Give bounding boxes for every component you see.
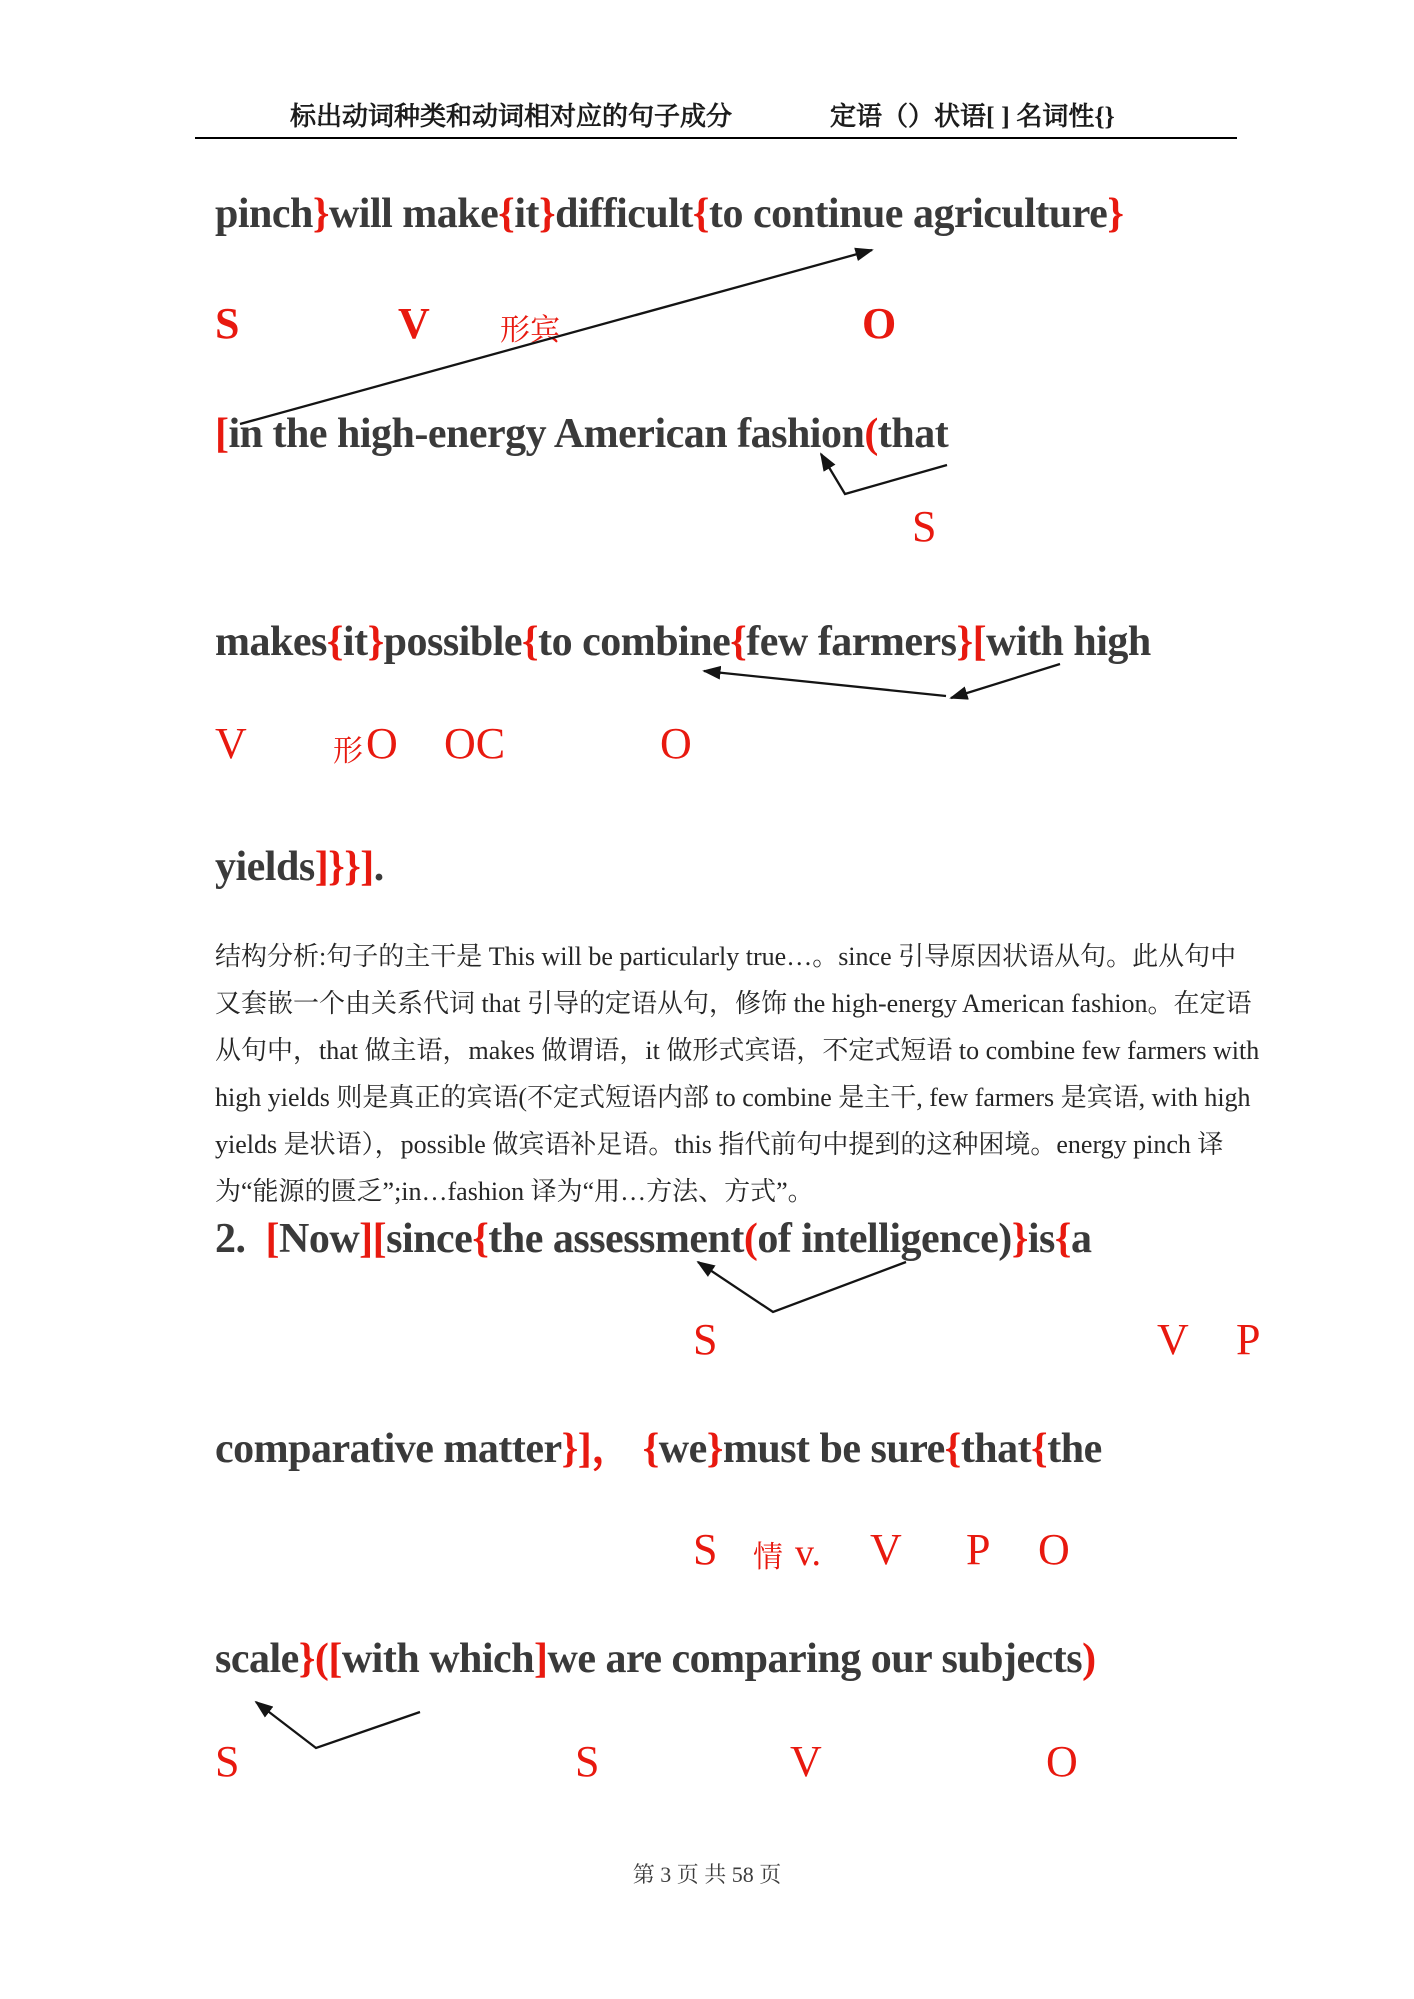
text-segment: { xyxy=(522,619,539,665)
analysis-line: 又套嵌一个由关系代词 that 引导的定语从句，修饰 the high-energy American fashion。在定语 xyxy=(215,989,1252,1018)
text-segment: Now xyxy=(279,1216,360,1262)
annotation-arrow xyxy=(704,671,946,696)
text-segment: the assessment xyxy=(488,1216,744,1262)
analysis-line: 为“能源的匮乏”;in…fashion 译为“用…方法、方式”。 xyxy=(215,1177,814,1206)
sentence-line xyxy=(215,1215,1091,1263)
text-segment: { xyxy=(944,1426,961,1472)
text-segment: . xyxy=(373,844,384,890)
text-segment: we are comparing our subjects xyxy=(547,1636,1083,1682)
analysis-line: high yields 则是真正的宾语(不定式短语内部 to combine 是主干, few farmers 是宾语, with high xyxy=(215,1083,1251,1112)
grammar-label-object: O xyxy=(862,299,897,348)
text-segment: 2. xyxy=(215,1216,266,1262)
text-segment: comparative matter xyxy=(215,1426,562,1472)
annotation-arrow xyxy=(821,454,947,494)
text-segment xyxy=(633,1426,643,1472)
text-segment: with which xyxy=(341,1636,535,1682)
text-segment: { xyxy=(642,1426,659,1472)
text-segment: } xyxy=(706,1426,723,1472)
text-segment: few farmers xyxy=(746,619,957,665)
sentence-line xyxy=(215,1425,1102,1473)
text-segment: of intelligence xyxy=(757,1216,999,1262)
grammar-label-subject: S xyxy=(693,1525,718,1574)
text-segment: } xyxy=(956,619,973,665)
grammar-label-subject: S xyxy=(215,299,240,348)
text-segment: { xyxy=(1031,1426,1048,1472)
grammar-label-object: O xyxy=(660,719,692,768)
text-segment: { xyxy=(692,191,709,237)
text-segment: a xyxy=(1070,1216,1092,1262)
grammar-label-verb: V xyxy=(215,719,247,768)
header-rule xyxy=(195,137,1237,139)
text-segment: [ xyxy=(972,619,987,665)
grammar-label-subject: S xyxy=(575,1737,600,1786)
text-segment: to continue agriculture xyxy=(708,191,1108,237)
sentence-line xyxy=(215,410,948,458)
text-segment: } xyxy=(1107,191,1124,237)
annotation-arrow xyxy=(951,664,1060,698)
text-segment: }] xyxy=(561,1426,592,1472)
grammar-label-object-complement: OC xyxy=(444,719,506,768)
grammar-label-predicative: P xyxy=(1236,1315,1261,1364)
text-segment: { xyxy=(1054,1216,1071,1262)
text-segment: ]}}] xyxy=(314,844,374,890)
analysis-line: yields 是状语），possible 做宾语补足语。this 指代前句中提到的这种困境。energy pinch 译 xyxy=(215,1130,1224,1159)
text-segment: [ xyxy=(265,1216,279,1262)
text-segment: ( xyxy=(864,411,878,457)
grammar-label-qing: 情 xyxy=(753,1541,783,1574)
text-segment: that xyxy=(960,1426,1032,1472)
header-left-title: 标出动词种类和动词相对应的句子成分 xyxy=(290,102,733,131)
text-segment: } xyxy=(539,191,556,237)
sentence-line xyxy=(215,1635,1096,1683)
annotation-arrow xyxy=(256,1702,420,1748)
grammar-label-xingbin: 形宾 xyxy=(500,314,560,347)
text-segment: ( xyxy=(743,1216,758,1262)
text-segment: that xyxy=(877,411,949,457)
text-segment: { xyxy=(472,1216,489,1262)
text-segment: in the high-energy American fashion xyxy=(228,411,865,457)
text-segment: since xyxy=(386,1216,473,1262)
text-segment: ) xyxy=(998,1216,1012,1262)
text-segment: } xyxy=(1011,1216,1028,1262)
text-segment: it xyxy=(514,191,539,237)
sentence-line xyxy=(215,843,384,891)
footer-page-number: 第 3 页 共 58 页 xyxy=(632,1862,782,1887)
grammar-label-subject: S xyxy=(693,1315,718,1364)
analysis-line: 从句中，that 做主语，makes 做谓语，it 做形式宾语，不定式短语 to combine few farmers with xyxy=(215,1036,1260,1065)
text-segment: scale xyxy=(215,1636,299,1682)
text-segment: } xyxy=(367,619,384,665)
text-segment: yields xyxy=(215,844,315,890)
text-segment: pinch xyxy=(215,191,313,237)
grammar-label-subject: S xyxy=(912,502,937,551)
grammar-label-predicative: P xyxy=(966,1525,991,1574)
text-segment: [ xyxy=(215,411,229,457)
text-segment: to combine xyxy=(538,619,731,665)
text-segment: must be sure xyxy=(722,1426,945,1472)
text-segment: ， xyxy=(591,1426,633,1472)
text-segment: the xyxy=(1047,1426,1102,1472)
grammar-label-modal-verb: v. xyxy=(795,1532,822,1574)
text-segment: it xyxy=(342,619,368,665)
grammar-label-object: O xyxy=(1046,1737,1078,1786)
text-segment: we xyxy=(658,1426,707,1472)
analysis-paragraph xyxy=(215,933,1260,1215)
grammar-label-verb: V xyxy=(1157,1315,1189,1364)
grammar-label-object: O xyxy=(1038,1525,1070,1574)
text-segment: { xyxy=(730,619,747,665)
sentence-line xyxy=(215,618,1151,666)
text-segment: possible xyxy=(383,619,523,665)
text-segment: will make xyxy=(328,191,499,237)
sentence-line xyxy=(215,190,1123,238)
grammar-label-subject: S xyxy=(215,1737,240,1786)
analysis-line: 结构分析:句子的主干是 This will be particularly true…。since 引导原因状语从句。此从句中 xyxy=(215,942,1237,971)
text-segment: } xyxy=(312,191,329,237)
annotation-arrow xyxy=(698,1262,906,1312)
text-segment: with high xyxy=(986,619,1151,665)
grammar-label-verb: V xyxy=(870,1525,902,1574)
text-segment: ][ xyxy=(359,1216,387,1262)
text-segment: is xyxy=(1027,1216,1055,1262)
text-segment: makes xyxy=(215,619,327,665)
grammar-label-verb: V xyxy=(790,1737,822,1786)
text-segment: { xyxy=(498,191,515,237)
text-segment: ) xyxy=(1082,1636,1096,1682)
text-segment: ] xyxy=(534,1636,548,1682)
grammar-label-object: O xyxy=(366,719,398,768)
text-segment: { xyxy=(326,619,343,665)
header-right-legend: 定语（）状语[ ] 名词性{} xyxy=(830,102,1115,131)
text-segment: difficult xyxy=(555,191,693,237)
grammar-label-verb: V xyxy=(398,299,430,348)
grammar-label-xing: 形 xyxy=(333,735,363,768)
text-segment: }( xyxy=(298,1636,329,1682)
text-segment: [ xyxy=(328,1636,342,1682)
